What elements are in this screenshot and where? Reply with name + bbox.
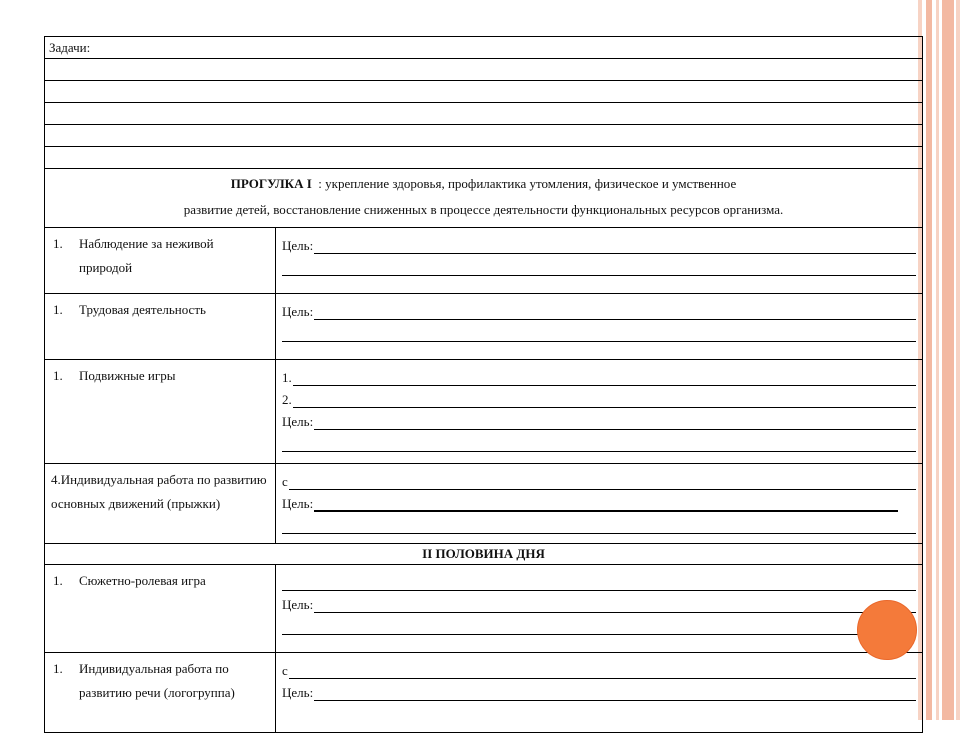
- activity-fill-cell: [276, 228, 923, 294]
- fill-line[interactable]: [282, 512, 916, 534]
- fill-line[interactable]: [282, 320, 916, 342]
- fill-line[interactable]: Цель:: [282, 591, 916, 613]
- fill-line[interactable]: с: [282, 657, 916, 679]
- fill-line[interactable]: Цель:: [282, 408, 916, 430]
- fill-line[interactable]: [282, 430, 916, 452]
- tasks-blank-row[interactable]: [45, 147, 923, 169]
- activity-fill-cell: [276, 360, 923, 464]
- fill-line[interactable]: [282, 569, 916, 591]
- activity-number: 1.: [53, 661, 63, 676]
- tasks-blank-row[interactable]: [45, 59, 923, 81]
- activity-number: 1.: [53, 236, 63, 251]
- activity-label-cell: 4.Индивидуальная работа по развитию основных движений (прыжки): [45, 464, 276, 544]
- decor-stripe: [926, 0, 932, 720]
- walk-description-2: развитие детей, восстановление сниженных в процессе деятельности функциональных ресурсов организма.: [183, 202, 784, 217]
- activity-number: 1.: [53, 368, 63, 383]
- accent-circle: [857, 600, 917, 660]
- activity-number: 1.: [53, 302, 63, 317]
- walk-header: [45, 169, 923, 228]
- activity-label-cell: [45, 294, 276, 360]
- plan-table: [44, 36, 923, 733]
- fill-line[interactable]: [282, 254, 916, 276]
- activity-label: Наблюдение за неживой природой: [79, 236, 214, 275]
- activity-label: Индивидуальная работа по развитию речи (логогруппа): [79, 661, 235, 700]
- fill-line[interactable]: Цель:: [282, 298, 916, 320]
- fill-line[interactable]: 2.: [282, 386, 916, 408]
- fill-line[interactable]: Цель:: [282, 490, 916, 512]
- fill-line[interactable]: с: [282, 468, 916, 490]
- fill-line[interactable]: Цель:: [282, 232, 916, 254]
- tasks-blank-row[interactable]: [45, 103, 923, 125]
- activity-label-cell: [45, 565, 276, 653]
- walk-description-1: : укрепление здоровья, профилактика утомления, физическое и умственное: [318, 176, 737, 191]
- tasks-blank-row[interactable]: [45, 81, 923, 103]
- fill-line[interactable]: 1.: [282, 364, 916, 386]
- decor-stripe: [942, 0, 954, 720]
- second-half-header: II ПОЛОВИНА ДНЯ: [45, 544, 923, 565]
- activity-number: 1.: [53, 573, 63, 588]
- activity-label-cell: [45, 653, 276, 733]
- activity-fill-cell: [276, 464, 923, 544]
- activity-fill-cell: [276, 294, 923, 360]
- decor-stripe: [956, 0, 960, 720]
- activity-label: Сюжетно-ролевая игра: [79, 573, 206, 588]
- activity-label: Подвижные игры: [79, 368, 176, 383]
- activity-fill-cell: [276, 565, 923, 653]
- walk-title: ПРОГУЛКА I: [230, 176, 312, 191]
- fill-line[interactable]: Цель:: [282, 679, 916, 701]
- activity-label: Трудовая деятельность: [79, 302, 206, 317]
- fill-line[interactable]: [282, 613, 916, 635]
- activity-label-cell: [45, 228, 276, 294]
- activity-fill-cell: [276, 653, 923, 733]
- tasks-label: Задачи:: [45, 37, 923, 59]
- activity-label-cell: [45, 360, 276, 464]
- decor-stripe: [936, 0, 939, 720]
- tasks-blank-row[interactable]: [45, 125, 923, 147]
